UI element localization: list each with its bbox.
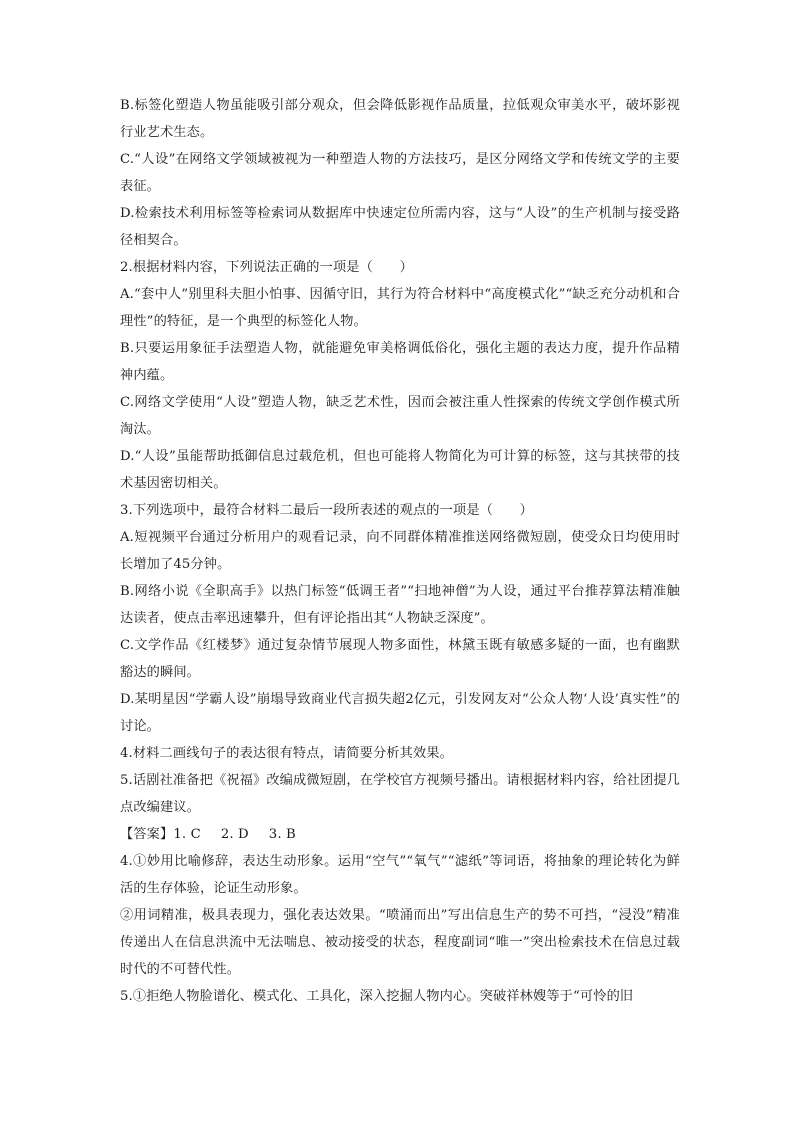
explanation-4-1: 4.①妙用比喻修辞，表达生动形象。运用“空气”“氧气”“滤纸”等词语，将抽象的理论转化为鲜活的生存体验，论证生动形象。 [120,854,680,896]
document-page [120,92,680,1010]
option-a-q2: A.“套中人”别里科夫胆小怕事、因循守旧，其行为符合材料中“高度模式化”“缺乏充分动机和合理性”的特征，是一个典型的标签化人物。 [120,287,680,329]
question-3: 3.下列选项中，最符合材料二最后一段所表述的观点的一项是（ ） [120,503,534,518]
option-b-q1: B.标签化塑造人物虽能吸引部分观众，但会降低影视作品质量，拉低观众审美水平，破坏影视行业艺术生态。 [120,98,680,140]
explanation-4-2: ②用词精准，极具表现力，强化表达效果。“喷涌而出”写出信息生产的势不可挡，“浸没”精准传递出人在信息洪流中无法喘息、被动接受的状态，程度副词“唯一”突出检索技术在信息过载时代的不可替代性。 [120,908,680,977]
answer-item-3: 3. B [268,827,296,842]
option-a-q3: A.短视频平台通过分析用户的观看记录，向不同群体精准推送网络微短剧，使受众日均使用时长增加了45分钟。 [120,530,680,572]
option-c-q1: C.“人设”在网络文学领域被视为一种塑造人物的方法技巧，是区分网络文学和传统文学的主要表征。 [120,152,680,194]
answer-tag: 【答案】 [120,827,174,842]
question-2: 2.根据材料内容，下列说法正确的一项是（ ） [120,260,413,275]
question-5: 5.话剧社准备把《祝福》改编成微短剧，在学校官方视频号播出。请根据材料内容，给社团提几点改编建议。 [120,773,680,815]
answer-item-2: 2. D [220,827,249,842]
option-c-q2: C.网络文学使用“人设”塑造人物，缺乏艺术性，因而会被注重人性探索的传统文学创作模式所淘汰。 [120,395,680,437]
option-b-q2: B.只要运用象征手法塑造人物，就能避免审美格调低俗化，强化主题的表达力度，提升作品精神内蕴。 [120,341,680,383]
option-b-q3: B.网络小说《全职高手》以热门标签“低调王者”“扫地神僧”为人设，通过平台推荐算法精准触达读者，使点击率迅速攀升，但有评论指出其“人物缺乏深度”。 [120,584,680,626]
answer-item-1: 1. C [173,827,201,842]
option-d-q3: D.某明星因“学霸人设”崩塌导致商业代言损失超2亿元，引发网友对“公众人物‘人设’真实性”的讨论。 [120,692,680,734]
question-4: 4.材料二画线句子的表达很有特点，请简要分析其效果。 [120,746,453,761]
option-d-q1: D.检索技术利用标签等检索词从数据库中快速定位所需内容，这与“人设”的生产机制与接受路径相契合。 [120,206,680,248]
option-d-q2: D.“人设”虽能帮助抵御信息过载危机，但也可能将人物简化为可计算的标签，这与其挟带的技术基因密切相关。 [120,449,680,491]
option-c-q3: C.文学作品《红楼梦》通过复杂情节展现人物多面性，林黛玉既有敏感多疑的一面，也有幽默豁达的瞬间。 [120,638,680,680]
answer-line [120,821,680,848]
explanation-5-1: 5.①拒绝人物脸谱化、模式化、工具化，深入挖掘人物内心。突破祥林嫂等于“可怜的旧 [120,989,634,1004]
